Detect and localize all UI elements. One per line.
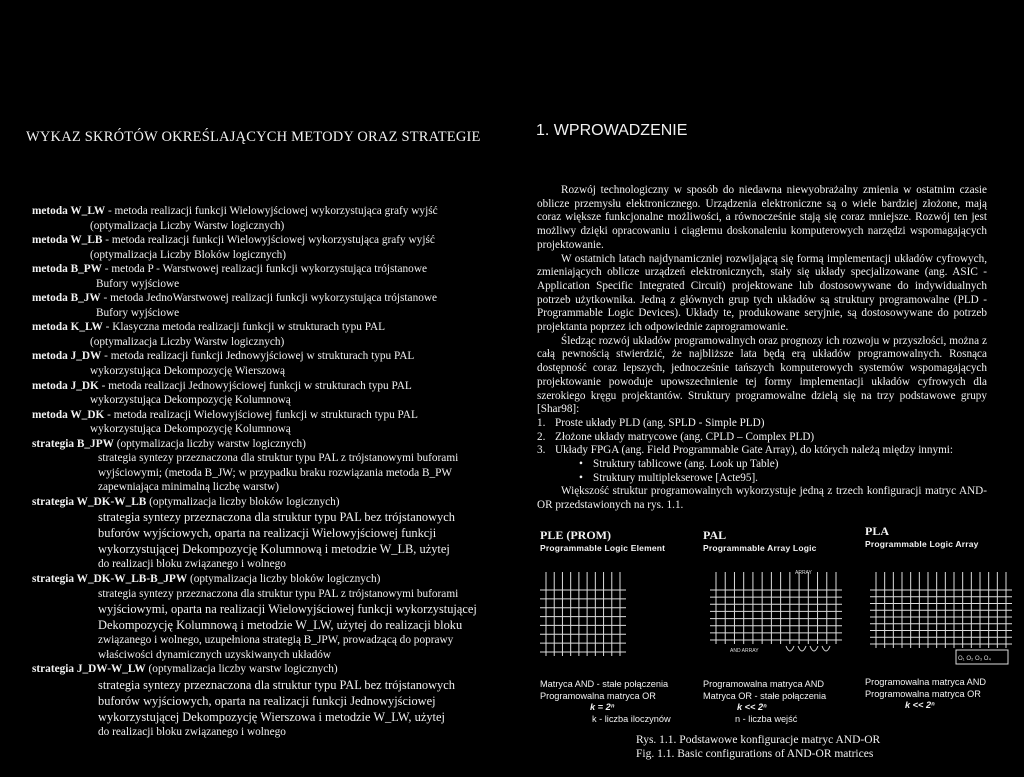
paragraph: Śledząc rozwój układów programowalnych oraz prognozy ich rozwoju w przyszłości, można z całą pewnością stwierdzić, że najbliższe lata będą erą układów programowalnych. Rosnąca dostępność coraz lepszych, jednocześnie tańszych komputerowych systemów wspomagających projektowanie powoduje upowszechnienie tej formy implementacji układów cyfrowych dla szerokiego kręgu projektantów. Struktury programowalne dzielą się na trzy podstawowe grupy [Shar98]:: [537, 334, 987, 416]
paragraph: Większość struktur programowalnych wykorzystuje jedną z trzech konfiguracji matryc AND-OR przedstawionych na rys. 1.1.: [537, 485, 987, 512]
and-array-label: AND ARRAY: [730, 648, 759, 654]
figure-head-pla: PLA Programmable Logic Array: [865, 524, 979, 549]
bullet-item: • Struktury tablicowe (ang. Look up Table): [593, 458, 987, 472]
ple-diagram: [540, 572, 626, 656]
figure-head-pal: PAL Programmable Array Logic: [703, 528, 817, 553]
abbrev-entry: metoda J_DK - metoda realizacji Jednowyjściowej funkcji w strukturach typu PAL wykorzystująca Dekompozycję Kolumnową: [32, 379, 412, 407]
section-title: 1. WPROWADZENIE: [536, 122, 688, 139]
caption-pal: Programowalna matryca AND Matryca OR - stałe połączenia k << 2ⁿ n - liczba wejść: [703, 679, 827, 724]
abbrev-entry: metoda W_LB - metoda realizacji funkcji Wielowyjściowej wykorzystująca grafy wyjść (optymalizacja Liczby Bloków logicznych): [32, 234, 435, 261]
and-or-matrices-diagram: [536, 568, 1016, 672]
strategy-entry: strategia W_DK-W_LB-B_JPW (optymalizacja liczby bloków logicznych) strategia syntezy przeznaczona dla struktur typu PAL z trójstanowymi buforami wyjściowymi, oparta na realizacji Wielowyjściowej funkcji wykorzystującej Dekompozycję Kolumnową i metodzie W_LW, użytej do realizacji bloku związanego i wolnego, uzupełniona strategią B_JPW, prowadzącą do poprawy właściwości dynamicznych uzyskiwanych układów: [32, 573, 477, 661]
paragraph: W ostatnich latach najdynamiczniej rozwijającą się formą implementacji układów cyfrowych, zmieniających oblicze urządzeń elektronicznych, stały się układy specjalizowane (ang. ASIC - Application Specific Integrated Circuit) projektowane lub dostosowywane do indywidualnych potrzeb użytkownika. Jedną z głównych grup tych układów są struktury programowalne (PLD - Programmable Logic Devices). Układy te, produkowane seryjnie, są dostosowywane do potrzeb projektanta poprzez ich odpowiednie zaprogramowanie.: [537, 252, 987, 334]
caption-ple: Matryca AND - stałe połączenia Programowalna matryca OR k = 2ⁿ k - liczba iloczynów: [540, 679, 671, 724]
pal-diagram: [710, 572, 842, 651]
pal-array-label: ARRAY: [795, 570, 812, 576]
bullet-item: • Struktury multiplekserowe [Acte95].: [593, 472, 987, 486]
strategy-entry: strategia B_JPW (optymalizacja liczby warstw logicznych) strategia syntezy przeznaczona dla struktur typu PAL z trójstanowymi buforami wyjściowymi; (metoda B_JW; w przypadku braku rozwiązania metoda B_PW zapewniająca minimalną liczbę warstw): [32, 437, 459, 494]
caption-pla: Programowalna matryca AND Programowalna matryca OR k << 2ⁿ: [865, 677, 987, 711]
abbrev-entry: metoda K_LW - Klasyczna metoda realizacji funkcji w strukturach typu PAL (optymalizacja Liczby Warstw logicznych): [32, 321, 386, 348]
list-item: 1. Proste układy PLD (ang. SPLD - Simple PLD): [537, 416, 765, 429]
abbreviations-list: [32, 204, 502, 739]
list-item: 2. Złożone układy matrycowe (ang. CPLD – Complex PLD): [537, 430, 815, 443]
abbrev-entry: metoda W_LW - metoda realizacji funkcji Wielowyjściowej wykorzystująca grafy wyjść (optymalizacja Liczby Warstw logicznych): [32, 205, 438, 232]
abbrev-entry: metoda B_JW - metoda JednoWarstwowej realizacji funkcji wykorzystująca trójstanowe Bufory wyjściowe: [32, 292, 438, 319]
abbrev-entry: metoda B_PW - metoda P - Warstwowej realizacji funkcji wykorzystująca trójstanowe Bufory wyjściowe: [32, 263, 428, 290]
strategy-entry: strategia W_DK-W_LB (optymalizacja liczby bloków logicznych) strategia syntezy przeznaczona dla struktur typu PAL bez trójstanowych buforów wyjściowych, oparta na realizacji Wielowyjściowej funkcji wykorzystującej Dekompozycję Kolumnową i metodzie W_LB, użytej do realizacji bloku związanego i wolnego: [32, 495, 455, 571]
abbreviations-title: WYKAZ SKRÓTÓW OKREŚLAJĄCYCH METODY ORAZ STRATEGIE: [26, 129, 481, 145]
figure-head-ple: PLE (PROM) Programmable Logic Element: [540, 528, 666, 553]
pld-groups-list: [537, 417, 987, 458]
list-item: 3. Układy FPGA (ang. Field Programmable Gate Array), do których należą między innymi:: [537, 444, 953, 457]
introduction-text: [537, 184, 987, 513]
abbrev-entry: metoda W_DK - metoda realizacji Wielowyjściowej funkcji w strukturach typu PAL wykorzystująca Dekompozycję Kolumnową: [32, 408, 418, 436]
figure-caption: Rys. 1.1. Podstawowe konfiguracje matryc AND-OR Fig. 1.1. Basic configurations of AND-OR matrices: [636, 734, 881, 760]
abbrev-entry: metoda J_DW - metoda realizacji funkcji Jednowyjściowej w strukturach typu PAL wykorzystująca Dekompozycję Wierszową: [32, 350, 415, 378]
pla-diagram: [870, 572, 1012, 664]
strategy-entry: strategia J_DW-W_LW (optymalizacja liczby warstw logicznych) strategia syntezy przeznaczona dla struktur typu PAL bez trójstanowych buforów wyjściowych, oparta na realizacji funkcji Jednowyjściowej wykorzystującej Dekompozycję Wierszowa i metodzie W_LW, użytej do realizacji bloku związanego i wolnego: [32, 663, 455, 738]
fpga-types-list: [537, 458, 987, 485]
pla-outputs-label: O₁ O₂ O₃ O₄: [958, 656, 991, 662]
paragraph: Rozwój technologiczny w sposób do niedawna niewyobrażalny zmienia w ostatnim czasie oblicze przemysłu elektronicznego. Urządzenia elektroniczne są o wiele bardziej złożone, mają coraz większe funkcjonalne możliwości, a równocześnie stają się coraz mniejsze. Rozwój ten jest możliwy dzięki opracowaniu i ciągłemu doskonaleniu komputerowych narzędzi wspomagających projektowanie.: [537, 184, 987, 251]
